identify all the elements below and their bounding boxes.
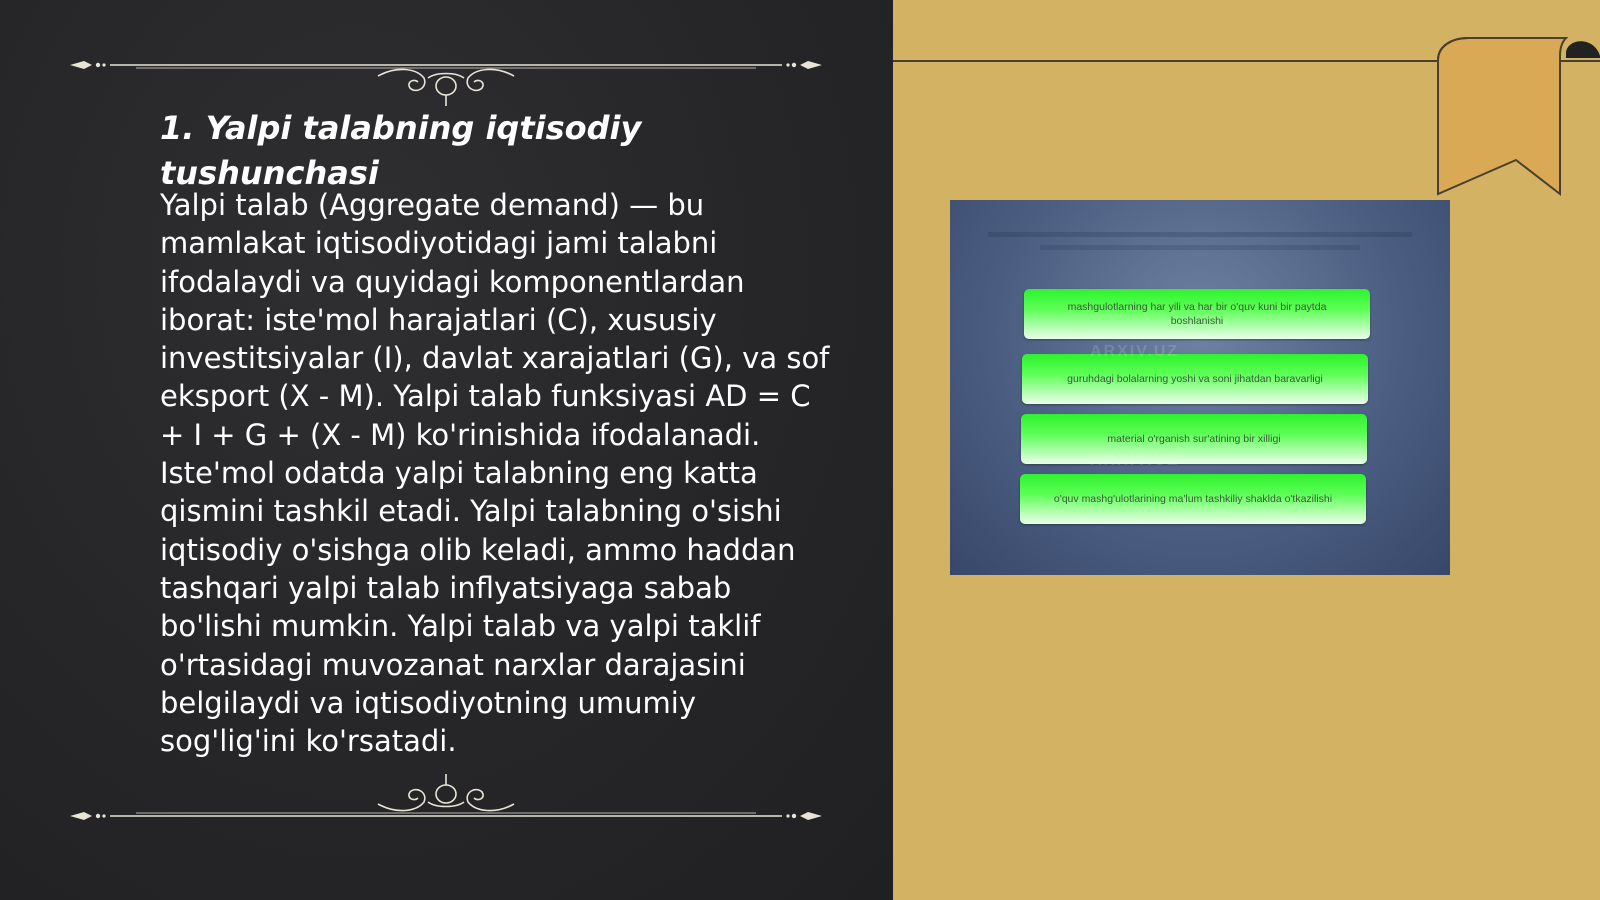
slide-body: Yalpi talab (Aggregate demand) — bu mamlakat iqtisodiyotidagi jami talabni ifodalaydi va quyidagi komponentlardan iborat: iste'mol harajatlari (C), xususiy investitsiyalar (I), davlat xarajatlari (G), va sof eksport (X - M). Yalpi talab funksiyasi AD = C + I + G + (X - M) ko'rinishida ifodalanadi. Iste'mol odatda yalpi talabning eng katta qismini tashkil etadi. Yalpi talabning o'sishi iqtisodiy o'sishga olib keladi, ammo haddan tashqari yalpi talab inflyatsiyaga sabab bo'lishi mumkin. Yalpi talab va yalpi taklif o'rtasidagi muvozanat narxlar darajasini belgilaydi va iqtisodiyotning umumiy sog'lig'ini ko'rsatadi.	[160, 188, 830, 759]
slide-title: 1. Yalpi talabning iqtisodiy tushunchasi	[160, 109, 642, 192]
embedded-image	[950, 200, 1450, 575]
option-3: material o'rganish sur'atining bir xilligi	[1021, 414, 1367, 464]
image-header-text	[980, 232, 1420, 250]
bookmark-ribbon-icon	[1434, 34, 1600, 200]
watermark: ARXIV.UZ	[1090, 452, 1180, 469]
option-2: guruhdagi bolalarning yoshi va soni jihatdan baravarligi	[1022, 354, 1368, 404]
option-1: mashgulotlarning har yili va har bir o'quv kuni bir paytda boshlanishi	[1024, 289, 1370, 339]
watermark: ARXIV.UZ	[1090, 343, 1180, 360]
option-4: o'quv mashg'ulotlarining ma'lum tashkiliy shaklda o'tkazilishi	[1020, 474, 1366, 524]
ornamental-divider-icon	[66, 772, 826, 832]
ornamental-divider-icon	[66, 48, 826, 108]
